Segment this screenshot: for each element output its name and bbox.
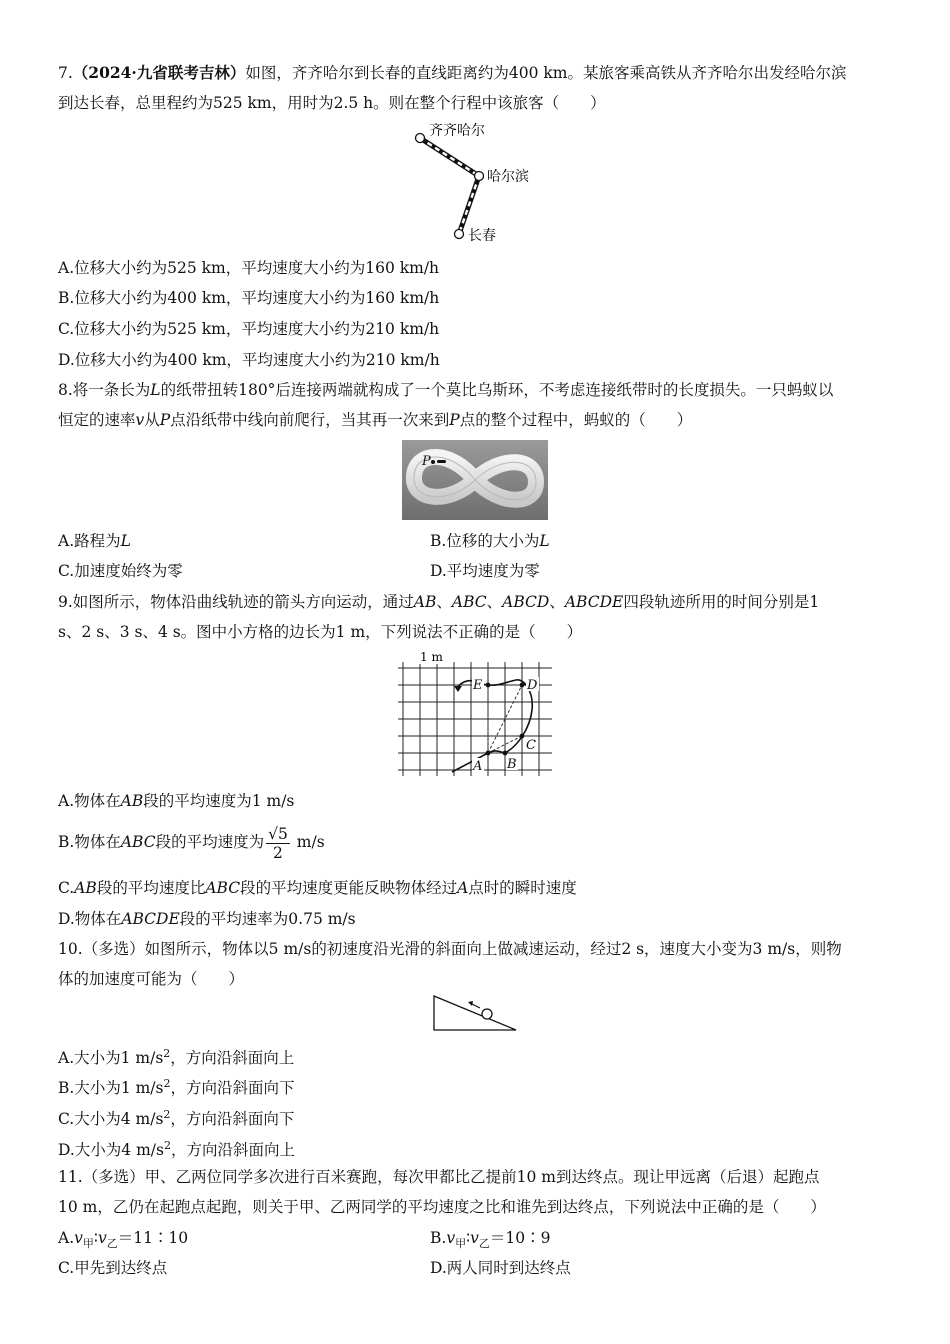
q10-option-c: C.大小为4 $m/s^2$，方向沿斜面向下 <box>58 1108 295 1129</box>
q7-source: （2024·九省联考吉林） <box>72 63 246 82</box>
ball-icon <box>482 1009 492 1019</box>
q7-stem-line2: 到达长春，总里程约为525 km，用时为2.5 h。则在整个行程中该旅客（ ） <box>58 94 606 112</box>
q7-option-d: D.位移大小约为400 km，平均速度大小约为210 km/h <box>58 351 440 369</box>
point-a-label: A <box>473 759 483 774</box>
point-d-label: D <box>527 678 538 693</box>
label-harbin: 哈尔滨 <box>487 169 529 185</box>
q9-option-c: C.AB段的平均速度比ABC段的平均速度更能反映物体经过A点时的瞬时速度 <box>58 879 577 897</box>
label-changchun: 长春 <box>468 228 496 244</box>
q9-option-b-fraction: $\frac{√5}{2}$ <box>268 824 288 862</box>
q11-options-row1 <box>58 1227 894 1255</box>
q7-option-b: B.位移大小约为400 km，平均速度大小约为160 km/h <box>58 289 440 307</box>
point-e-label: E <box>473 678 483 693</box>
q11-option-c: C.甲先到达终点 <box>58 1259 168 1277</box>
q7-option-c: C.位移大小约为525 km，平均速度大小约为210 km/h <box>58 320 440 338</box>
q9-stem-line1: 9.如图所示，物体沿曲线轨迹的箭头方向运动，通过AB、ABC、ABCD、ABCDE四段轨迹所用的时间分别是1 <box>58 593 820 611</box>
q10-stem-line2: 体的加速度可能为（ ） <box>58 970 245 988</box>
label-p: P <box>422 454 431 469</box>
ant-icon <box>437 460 446 463</box>
harbin-station-icon <box>475 172 484 181</box>
q8-mobius-strip-image <box>402 440 548 520</box>
q7-route-map <box>405 118 545 246</box>
qiqihar-station-icon <box>416 134 425 143</box>
q9-option-b: B.物体在ABC段的平均速度为 $\frac{√5}{2}$ m/s <box>58 824 325 862</box>
q9-grid-trajectory-figure <box>392 648 558 780</box>
q8-option-d: D.平均速度为零 <box>430 562 540 580</box>
q10-option-a: A.大小为1 $m/s^2$，方向沿斜面向上 <box>58 1047 295 1068</box>
label-qiqihar: 齐齐哈尔 <box>429 123 485 139</box>
changchun-station-icon <box>455 230 464 239</box>
q11-option-b: $B.v_甲∶v_乙=10∶9$ <box>430 1229 551 1251</box>
q8-option-c: C.加速度始终为零 <box>58 562 183 580</box>
q9-option-a: A.物体在AB段的平均速度为1 m/s <box>58 792 295 810</box>
q7-option-a: A.位移大小约为525 km，平均速度大小约为160 km/h <box>58 259 440 277</box>
q10-option-d: D.大小为4 $m/s^2$，方向沿斜面向上 <box>58 1139 295 1160</box>
point-c-label: C <box>526 738 536 753</box>
q8-stem-line2: 恒定的速率v从P点沿纸带中线向前爬行，当其再一次来到P点的整个过程中，蚂蚁的（ ） <box>58 411 693 429</box>
q8-stem-line1: 8.将一条长为L的纸带扭转180°后连接两端就构成了一个莫比乌斯环，不考虑连接纸带时的长度损失。一只蚂蚁以 <box>58 381 834 399</box>
q8-option-a: A.路程为L <box>58 532 131 550</box>
q7-stem-line1: 7.（2024·九省联考吉林）如图，齐齐哈尔到长春的直线距离约为400 km。某旅客乘高铁从齐齐哈尔出发经哈尔滨 <box>58 63 847 82</box>
q10-stem-line1: 10.（多选）如图所示，物体以5 m/s的初速度沿光滑的斜面向上做减速运动，经过2 s，速度大小变为3 m/s，则物 <box>58 940 842 958</box>
q11-stem-line1: 11.（多选）甲、乙两位同学多次进行百米赛跑，每次甲都比乙提前10 m到达终点。现让甲远离（后退）起跑点 <box>58 1168 820 1186</box>
q8-options-row1 <box>58 530 894 552</box>
q10-option-b: B.大小为1 $m/s^2$，方向沿斜面向下 <box>58 1077 295 1098</box>
q11-stem-line2: 10 m，乙仍在起跑点起跑，则关于甲、乙两同学的平均速度之比和谁先到达终点，下列说法中正确的是（ ） <box>58 1198 826 1216</box>
q11-option-a: $A.v_甲∶v_乙=11∶10$ <box>58 1229 189 1251</box>
velocity-arrow-icon <box>468 1001 473 1006</box>
q11-option-d: D.两人同时到达终点 <box>430 1259 571 1277</box>
q8-options-row2 <box>58 560 894 582</box>
q10-incline-figure <box>430 992 520 1034</box>
q9-option-d: D.物体在ABCDE段的平均速率为0.75 m/s <box>58 910 356 928</box>
q11-options-row2 <box>58 1257 894 1279</box>
point-b-label: B <box>507 757 517 772</box>
q8-option-b: B.位移的大小为L <box>430 532 550 550</box>
trajectory-arrow-icon <box>454 686 462 692</box>
grid-scale-label: 1 m <box>420 650 443 664</box>
q9-stem-line2: s、2 s、3 s、4 s。图中小方格的边长为1 m，下列说法不正确的是（ ） <box>58 623 583 641</box>
